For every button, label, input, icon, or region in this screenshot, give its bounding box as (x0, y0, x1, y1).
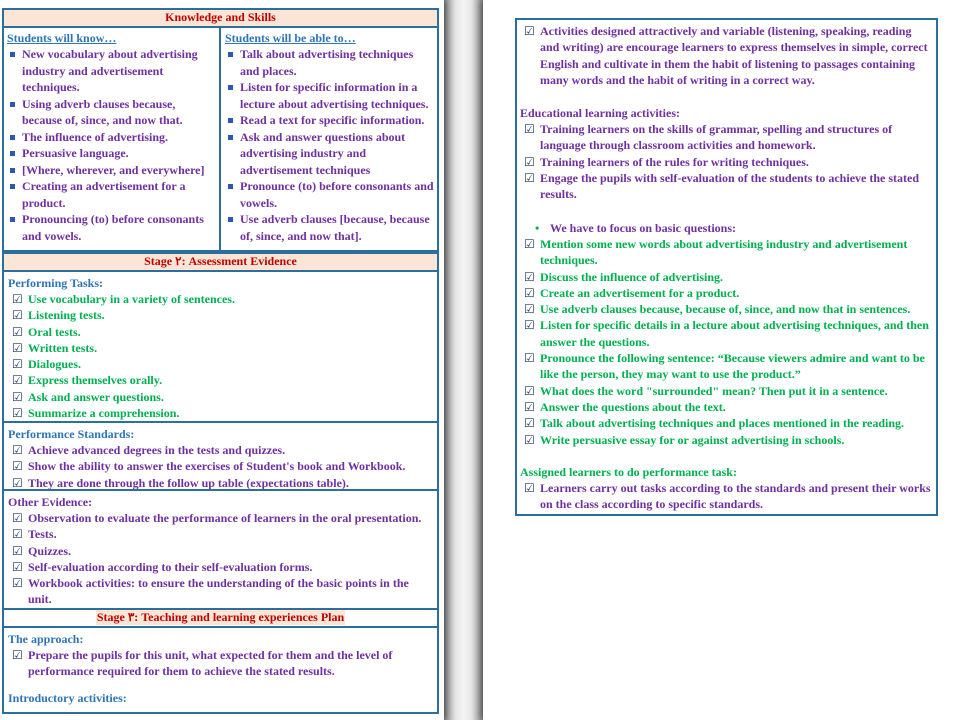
checkbox-icon: ☑ (12, 389, 23, 404)
list-item-text: Listening tests. (28, 308, 105, 323)
checkbox-icon: ☑ (12, 543, 23, 558)
able-title: Students will be able to… (225, 31, 356, 45)
checkbox-icon: ☑ (12, 340, 23, 355)
list-item: Persuasive language. (7, 145, 217, 162)
list-item-text: Use vocabulary in a variety of sentences. (28, 292, 235, 306)
list-item (8, 291, 435, 307)
checkbox-icon: ☑ (12, 511, 23, 525)
list-item-text: Mention some new words about advertising industry and advertisement techniques. (540, 236, 908, 268)
list-item: New vocabulary about advertising industry and advertisement techniques. (7, 46, 217, 96)
checkbox-icon: ☑ (524, 480, 535, 495)
other-title: Other Evidence: (8, 495, 93, 509)
list-item (8, 405, 435, 421)
checkbox-icon: ☑ (524, 383, 535, 398)
list-item-text: Oral tests. (28, 324, 81, 339)
know-column (4, 28, 221, 250)
stage2-title: Stage ٢: Assessment Evidence (144, 254, 297, 268)
list-item (8, 324, 435, 340)
list-item-text: Pronounce the following sentence: “Because viewers admire and want to be like the person, they may want to use the product.” (540, 351, 925, 382)
question-list (520, 236, 932, 448)
list-item: Pronounce (to) before consonants and vowels. (225, 178, 435, 211)
approach-title: The approach: (8, 632, 84, 646)
list-item-text: Create an advertisement for a product. (540, 285, 740, 300)
list-item: Pronouncing (to) before consonants and vowels. (7, 211, 217, 244)
list-item (520, 285, 932, 301)
list-item-text: Achieve advanced degrees in the tests and quizzes. (28, 443, 286, 457)
list-item (520, 383, 932, 399)
checkbox-icon: ☑ (12, 576, 23, 591)
approach-box (2, 626, 439, 714)
list-item (8, 458, 435, 474)
checkbox-icon: ☑ (524, 171, 535, 186)
checkbox-icon: ☑ (12, 308, 23, 323)
list-item-text: Written tests. (28, 340, 98, 355)
list-item (520, 236, 932, 269)
list-item (520, 480, 932, 513)
able-column (221, 28, 437, 250)
list-item (520, 301, 932, 317)
knowledge-box (2, 26, 439, 252)
list-item (520, 121, 932, 154)
list-item (8, 442, 435, 458)
list-item-text: Observation to evaluate the performance of learners in the oral presentation. (28, 511, 422, 525)
list-item-text: Write persuasive essay for or against advertising in schools. (540, 432, 845, 447)
standards-title: Performance Standards: (8, 427, 135, 441)
list-item (520, 317, 932, 350)
performing-tasks-box (2, 270, 439, 423)
checkbox-icon: ☑ (524, 236, 535, 251)
list-item-text: Training learners of the rules for writing techniques. (540, 154, 809, 169)
list-item: Using adverb clauses because, because of, since, and now that. (7, 96, 217, 129)
checkbox-icon: ☑ (12, 648, 23, 662)
list-item-text: Use adverb clauses because, because of, since, and now that in sentences. (540, 302, 911, 317)
list-item (8, 340, 435, 356)
list-item-text: Answer the questions about the text. (540, 399, 726, 414)
list-item-text: Talk about advertising techniques and places mentioned in the reading. (540, 416, 905, 431)
list-item: Ask and answer questions about advertising industry and advertisement techniques (225, 129, 435, 179)
performance-standards-box (2, 421, 439, 491)
list-item: Listen for specific information in a lecture about advertising techniques. (225, 79, 435, 112)
checkbox-icon: ☑ (12, 324, 23, 339)
standards-list (8, 442, 435, 491)
right-page (483, 0, 960, 720)
list-item: Talk about advertising techniques and places. (225, 46, 435, 79)
focus-line: • We have to focus on basic questions: (520, 220, 932, 236)
checkbox-icon: ☑ (12, 292, 23, 306)
checkbox-icon: ☑ (524, 122, 535, 137)
list-item-text: Prepare the pupils for this unit, what expected for them and the level of performance required for them to achieve the stated results. (28, 648, 393, 679)
performing-title: Performing Tasks: (8, 276, 104, 290)
checkbox-icon: ☑ (524, 302, 535, 317)
checkbox-icon: ☑ (12, 475, 23, 490)
list-item-text: What does the word "surrounded" mean? Then put it in a sentence. (540, 383, 888, 398)
list-item-text: Activities designed attractively and variable (listening, speaking, reading and writing) are encourage learners to express themselves in simple, correct English and cultivate in them the habit of listening to passages containing many words and the habit of writing in a correct way. (540, 24, 928, 87)
list-item-text: Listen for specific details in a lecture about advertising techniques, and then answer the questions. (540, 318, 929, 349)
list-item (520, 399, 932, 415)
list-item (520, 432, 932, 448)
stage3-title: Stage ٣: Teaching and learning experiences Plan (96, 610, 345, 624)
checkbox-icon: ☑ (524, 432, 535, 447)
assigned-list (520, 480, 932, 513)
activities-box (515, 18, 938, 516)
list-item (8, 356, 435, 372)
checkbox-icon: ☑ (524, 24, 535, 38)
list-item (520, 154, 932, 170)
list-item-text: Discuss the influence of advertising. (540, 269, 723, 284)
checkbox-icon: ☑ (12, 459, 23, 474)
checkbox-icon: ☑ (524, 318, 535, 333)
list-item-text: Self-evaluation according to their self-evaluation forms. (28, 559, 313, 574)
list-item (8, 575, 435, 608)
list-item-text: Learners carry out tasks according to the standards and present their works on the class according to specific standards. (540, 480, 931, 512)
checkbox-icon: ☑ (12, 406, 23, 421)
list-item-text: They are done through the follow up table (expectations table). (28, 475, 349, 490)
list-item-text: Express themselves orally. (28, 373, 163, 388)
list-item (8, 372, 435, 388)
list-item (8, 543, 435, 559)
checkbox-icon: ☑ (524, 399, 535, 414)
checkbox-icon: ☑ (12, 527, 23, 542)
performing-list (8, 291, 435, 421)
know-list (7, 46, 217, 244)
activities-list (520, 23, 932, 88)
edu-title: Educational learning activities: (520, 106, 680, 121)
list-item (520, 350, 932, 383)
list-item: Use adverb clauses [because, because of, since, and now that]. (225, 211, 435, 244)
other-list (8, 510, 435, 624)
list-item (8, 510, 435, 526)
list-item (8, 559, 435, 575)
list-item (8, 389, 435, 405)
list-item: The influence of advertising. (7, 129, 217, 146)
checkbox-icon: ☑ (12, 357, 23, 372)
checkbox-icon: ☑ (524, 285, 535, 300)
checkbox-icon: ☑ (12, 443, 23, 457)
list-item (8, 647, 435, 680)
able-list (225, 46, 435, 244)
edu-list (520, 121, 932, 202)
list-item-text: Training learners on the skills of grammar, spelling and structures of language through classroom activities and homework. (540, 122, 893, 153)
list-item-text: Tests. (28, 527, 57, 542)
assigned-title: Assigned learners to do performance task: (520, 464, 737, 479)
book-gutter (444, 0, 483, 720)
stage2-header (2, 252, 439, 272)
list-item-text: Engage the pupils with self-evaluation of the students to achieve the stated results. (540, 171, 920, 202)
checkbox-icon: ☑ (12, 373, 23, 388)
list-item (8, 307, 435, 323)
stage3-header (2, 608, 439, 628)
list-item-text: Show the ability to answer the exercises of Student's book and Workbook. (28, 459, 406, 474)
list-item (520, 415, 932, 431)
list-item (520, 170, 932, 203)
checkbox-icon: ☑ (524, 416, 535, 431)
list-item (520, 23, 932, 88)
other-evidence-box (2, 489, 439, 610)
list-item: [Where, wherever, and everywhere] (7, 162, 217, 179)
list-item: Read a text for specific information. (225, 112, 435, 129)
left-page (0, 0, 444, 720)
knowledge-skills-title: Knowledge and Skills (165, 10, 276, 24)
list-item-text: Workbook activities: to ensure the understanding of the basic points in the unit. (28, 576, 409, 607)
checkbox-icon: ☑ (12, 559, 23, 574)
list-item-text: Ask and answer questions. (28, 389, 164, 404)
list-item-text: Dialogues. (28, 357, 82, 372)
list-item: Creating an advertisement for a product. (7, 178, 217, 211)
list-item-text: Summarize a comprehension. (28, 406, 180, 421)
checkbox-icon: ☑ (524, 154, 535, 169)
know-title: Students will know… (7, 31, 117, 45)
list-item-text: Quizzes. (28, 543, 71, 558)
knowledge-skills-header (2, 8, 439, 28)
approach-list (8, 647, 435, 680)
intro-title: Introductory activities: (8, 690, 127, 705)
checkbox-icon: ☑ (524, 351, 535, 366)
list-item (520, 269, 932, 285)
checkbox-icon: ☑ (524, 269, 535, 284)
list-item (8, 526, 435, 542)
